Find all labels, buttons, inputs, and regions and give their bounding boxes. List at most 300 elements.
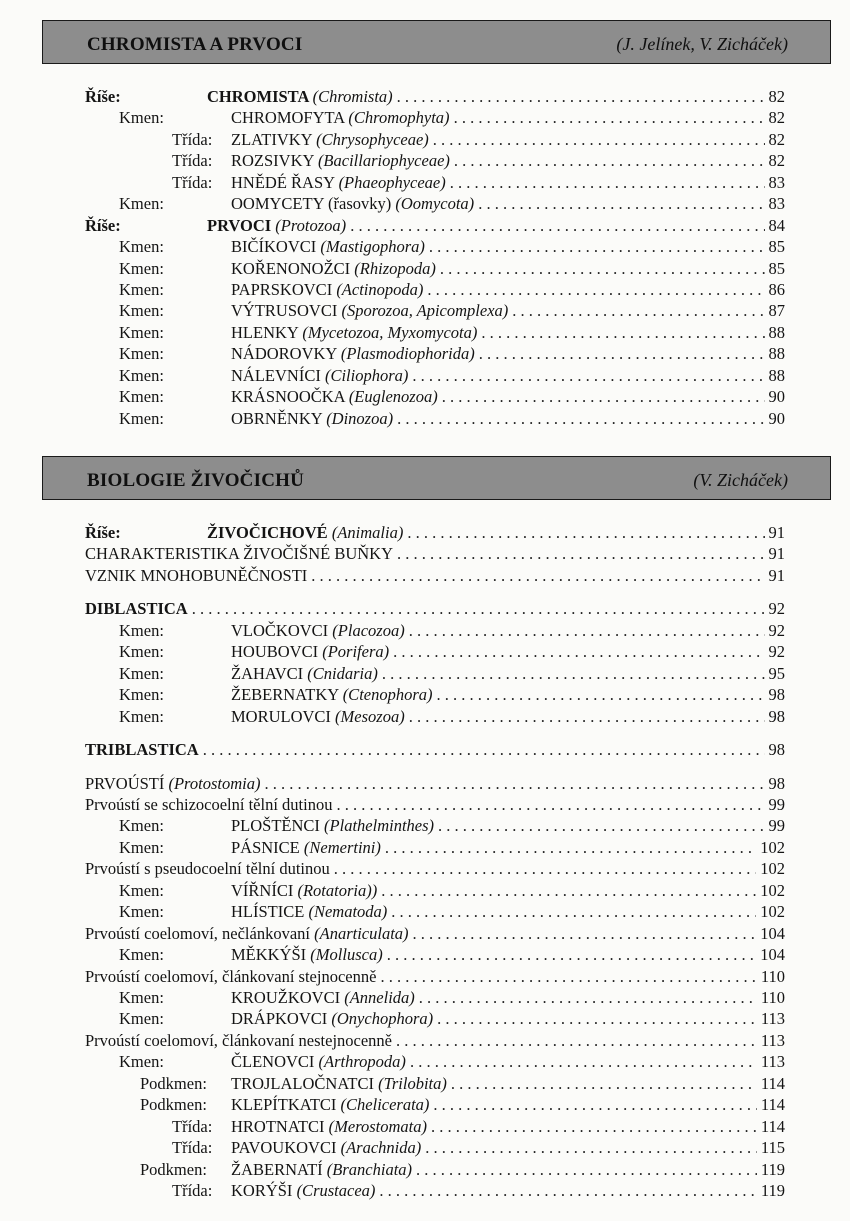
latin-name: (Cnidaria)	[307, 664, 378, 683]
latin-name: (Ctenophora)	[342, 685, 433, 704]
rank-label: Kmen:	[119, 642, 164, 661]
page-number: 98	[768, 774, 785, 793]
page-number: 82	[768, 151, 785, 170]
toc-entry[interactable]	[85, 107, 785, 128]
toc-entry[interactable]	[85, 966, 785, 987]
toc-entry[interactable]	[85, 641, 785, 662]
rank-label: Kmen:	[119, 194, 164, 213]
latin-name: (Rhizopoda)	[354, 259, 436, 278]
toc-entry[interactable]	[85, 565, 785, 586]
page-number: 85	[768, 259, 785, 278]
taxon-name: OOMYCETY (řasovky)	[231, 194, 396, 213]
leader-dots	[440, 258, 765, 279]
rank-label: Kmen:	[119, 108, 164, 127]
entry-text	[231, 815, 785, 836]
entry-text	[231, 279, 785, 300]
toc-entry[interactable]	[85, 1159, 785, 1180]
toc-entry[interactable]	[85, 858, 785, 879]
toc-entry[interactable]	[85, 794, 785, 815]
taxon-name: DIBLASTICA	[85, 599, 188, 618]
page-number: 92	[768, 599, 785, 618]
rank-label: Podkmen:	[140, 1074, 207, 1093]
entry-text	[85, 598, 785, 619]
taxon-name: HLÍSTICE	[231, 902, 309, 921]
leader-dots	[454, 107, 765, 128]
entry-text	[231, 1051, 785, 1072]
taxon-name: ČLENOVCI	[231, 1052, 319, 1071]
toc-entry[interactable]	[85, 739, 785, 760]
toc-entry[interactable]	[85, 815, 785, 836]
toc-entry[interactable]	[85, 343, 785, 364]
entry-text	[231, 258, 785, 279]
entry-text	[85, 966, 785, 987]
leader-dots	[387, 944, 757, 965]
leader-dots	[478, 193, 764, 214]
leader-dots	[396, 1030, 757, 1051]
page-number: 104	[760, 924, 785, 943]
taxon-name: NÁLEVNÍCI	[231, 366, 325, 385]
toc-entry[interactable]	[85, 620, 785, 641]
latin-name: (Bacillariophyceae)	[317, 151, 450, 170]
taxon-name: CHARAKTERISTIKA ŽIVOČIŠNÉ BUŇKY	[85, 544, 393, 563]
taxon-name: PRVOCI	[207, 216, 276, 235]
latin-name: (Mycetozoa, Myxomycota)	[302, 323, 478, 342]
page-number: 98	[768, 685, 785, 704]
rank-label: Třída:	[172, 130, 213, 149]
entry-text	[207, 522, 785, 543]
page-number: 92	[768, 642, 785, 661]
page-number: 91	[768, 544, 785, 563]
taxon-name: HOUBOVCI	[231, 642, 323, 661]
taxon-name: KORÝŠI	[231, 1181, 297, 1200]
taxon-name: VLOČKOVCI	[231, 621, 333, 640]
leader-dots	[437, 684, 765, 705]
latin-name: (Porifera)	[322, 642, 390, 661]
page-number: 98	[768, 740, 785, 759]
page-number: 82	[768, 130, 785, 149]
toc-entry[interactable]	[85, 944, 785, 965]
toc-entry[interactable]	[85, 258, 785, 279]
leader-dots	[192, 598, 765, 619]
taxon-name: ŽABERNATÍ	[231, 1160, 327, 1179]
entry-text	[85, 565, 785, 586]
toc-entry[interactable]	[85, 1137, 785, 1158]
page-number: 98	[768, 707, 785, 726]
entry-text	[231, 408, 785, 429]
leader-dots	[437, 1008, 757, 1029]
toc-entry[interactable]	[85, 901, 785, 922]
page-number: 95	[768, 664, 785, 683]
rank-label: Kmen:	[119, 664, 164, 683]
page-number: 91	[768, 523, 785, 542]
entry-text	[85, 739, 785, 760]
page-number: 119	[760, 1181, 785, 1200]
entry-text	[85, 1030, 785, 1051]
page-number: 87	[768, 301, 785, 320]
latin-name: (Actinopoda)	[336, 280, 424, 299]
toc-entry[interactable]	[85, 773, 785, 794]
latin-name: (Oomycota)	[395, 194, 475, 213]
page-number: 91	[768, 566, 785, 585]
rank-label: Kmen:	[119, 387, 164, 406]
page-number: 92	[768, 621, 785, 640]
leader-dots	[336, 794, 764, 815]
section-author: (J. Jelínek, V. Zicháček)	[616, 34, 788, 54]
entry-text	[231, 837, 785, 858]
taxon-name: HROTNATCI	[231, 1117, 329, 1136]
leader-dots	[451, 1073, 757, 1094]
latin-name: (Dinozoa)	[326, 409, 394, 428]
leader-dots	[481, 322, 764, 343]
rank-label: Kmen:	[119, 621, 164, 640]
latin-name: (Chromophyta)	[348, 108, 450, 127]
latin-name: (Anarticulata)	[314, 924, 409, 943]
latin-name: (Branchiata)	[326, 1160, 413, 1179]
section-author: (V. Zicháček)	[693, 470, 788, 490]
section-header	[42, 456, 831, 500]
rank-label: Kmen:	[119, 1009, 164, 1028]
latin-name: (Placozoa)	[332, 621, 405, 640]
rank-label: Kmen:	[119, 902, 164, 921]
taxon-name: Prvoústí coelomoví, článkovaní stejnocenně	[85, 967, 377, 986]
page-number: 114	[760, 1074, 785, 1093]
latin-name: (Nematoda)	[308, 902, 388, 921]
entry-text	[85, 858, 785, 879]
page-number: 85	[768, 237, 785, 256]
leader-dots	[397, 543, 765, 564]
entry-text	[231, 620, 785, 641]
leader-dots	[427, 279, 764, 300]
rank-label: Třída:	[172, 1117, 213, 1136]
leader-dots	[391, 901, 756, 922]
entry-text	[231, 880, 785, 901]
section-title: CHROMISTA A PRVOCI	[87, 34, 303, 55]
toc-entry[interactable]	[85, 663, 785, 684]
entry-text	[231, 987, 785, 1008]
taxon-name: Prvoústí coelomoví, článkovaní nestejnocenně	[85, 1031, 393, 1050]
taxon-name: CHROMISTA	[207, 87, 313, 106]
taxon-name: PAVOUKOVCI	[231, 1138, 341, 1157]
page-number: 83	[768, 194, 785, 213]
latin-name: (Phaeophyceae)	[338, 173, 446, 192]
page-number: 114	[760, 1095, 785, 1114]
leader-dots	[397, 408, 764, 429]
entry-text	[85, 794, 785, 815]
rank-label: Kmen:	[119, 945, 164, 964]
taxon-name: VZNIK MNOHOBUNĚČNOSTI	[85, 566, 308, 585]
leader-dots	[203, 739, 765, 760]
page-number: 90	[768, 409, 785, 428]
leader-dots	[385, 837, 756, 858]
leader-dots	[479, 343, 765, 364]
taxon-name: PRVOÚSTÍ	[85, 774, 169, 793]
page-number: 115	[760, 1138, 785, 1157]
toc-entry[interactable]	[85, 1180, 785, 1201]
leader-dots	[397, 86, 765, 107]
entry-text	[231, 150, 785, 171]
toc-entry[interactable]	[85, 1051, 785, 1072]
entry-text	[231, 322, 785, 343]
rank-label: Říše:	[85, 87, 121, 106]
taxon-name: KLEPÍTKATCI	[231, 1095, 341, 1114]
latin-name: (Onychophora)	[331, 1009, 434, 1028]
leader-dots	[431, 1116, 757, 1137]
page-number: 86	[768, 280, 785, 299]
rank-label: Třída:	[172, 173, 213, 192]
leader-dots	[429, 236, 765, 257]
latin-name: (Mesozoa)	[335, 707, 405, 726]
taxon-name: HNĚDÉ ŘASY	[231, 173, 339, 192]
page-number: 82	[768, 87, 785, 106]
taxon-name: HLENKY	[231, 323, 303, 342]
leader-dots	[334, 858, 757, 879]
taxon-name: DRÁPKOVCI	[231, 1009, 332, 1028]
entry-text	[231, 1159, 785, 1180]
rank-label: Třída:	[172, 1181, 213, 1200]
leader-dots	[450, 172, 765, 193]
rank-label: Kmen:	[119, 237, 164, 256]
leader-dots	[264, 773, 764, 794]
entry-text	[231, 944, 785, 965]
page-number: 113	[760, 1009, 785, 1028]
latin-name: (Nemertini)	[303, 838, 381, 857]
latin-name: (Plathelminthes)	[324, 816, 435, 835]
taxon-name: KOŘENONOŽCI	[231, 259, 355, 278]
leader-dots	[350, 215, 764, 236]
entry-text	[231, 343, 785, 364]
leader-dots	[512, 300, 764, 321]
page-number: 110	[760, 967, 785, 986]
toc-entry[interactable]	[85, 598, 785, 619]
page-number: 102	[760, 838, 785, 857]
rank-label: Kmen:	[119, 301, 164, 320]
latin-name: (Arthropoda)	[318, 1052, 406, 1071]
latin-name: (Rotatoria))	[297, 881, 378, 900]
rank-label: Kmen:	[119, 988, 164, 1007]
toc-entry[interactable]	[85, 300, 785, 321]
leader-dots	[425, 1137, 757, 1158]
leader-dots	[409, 706, 765, 727]
toc-entry[interactable]	[85, 193, 785, 214]
toc-entry[interactable]	[85, 987, 785, 1008]
leader-dots	[382, 663, 765, 684]
taxon-name: PÁSNICE	[231, 838, 304, 857]
toc-entry[interactable]	[85, 215, 785, 236]
toc-entry[interactable]	[85, 1116, 785, 1137]
toc-entry[interactable]	[85, 86, 785, 107]
entry-text	[231, 1094, 785, 1115]
taxon-name: ROZSIVKY	[231, 151, 318, 170]
taxon-name: MĚKKÝŠI	[231, 945, 311, 964]
taxon-name: KROUŽKOVCI	[231, 988, 345, 1007]
rank-label: Kmen:	[119, 838, 164, 857]
toc-entry[interactable]	[85, 386, 785, 407]
latin-name: (Arachnida)	[340, 1138, 422, 1157]
toc-entry[interactable]	[85, 1073, 785, 1094]
entry-text	[231, 1137, 785, 1158]
section-title: BIOLOGIE ŽIVOČICHŮ	[87, 470, 305, 491]
entry-text	[231, 107, 785, 128]
page-number: 99	[768, 816, 785, 835]
latin-name: (Mastigophora)	[320, 237, 425, 256]
leader-dots	[410, 1051, 757, 1072]
page-number: 83	[768, 173, 785, 192]
latin-name: (Chrysophyceae)	[316, 130, 429, 149]
rank-label: Kmen:	[119, 366, 164, 385]
entry-text	[231, 365, 785, 386]
taxon-name: VÝTRUSOVCI	[231, 301, 342, 320]
rank-label: Kmen:	[119, 685, 164, 704]
latin-name: (Crustacea)	[296, 1181, 376, 1200]
entry-text	[85, 543, 785, 564]
taxon-name: ŽAHAVCI	[231, 664, 308, 683]
page-number: 102	[760, 881, 785, 900]
entry-text	[207, 86, 785, 107]
taxon-name: PAPRSKOVCI	[231, 280, 337, 299]
toc-entry[interactable]	[85, 1008, 785, 1029]
toc-entry[interactable]	[85, 172, 785, 193]
latin-name: (Protostomia)	[168, 774, 261, 793]
leader-dots	[419, 987, 757, 1008]
section-header	[42, 20, 831, 64]
latin-name: (Plasmodiophorida)	[340, 344, 475, 363]
taxon-name: TRIBLASTICA	[85, 740, 199, 759]
latin-name: (Sporozoa, Apicomplexa)	[341, 301, 509, 320]
toc-entry[interactable]	[85, 684, 785, 705]
page-number: 84	[768, 216, 785, 235]
leader-dots	[311, 565, 764, 586]
entry-text	[231, 129, 785, 150]
rank-label: Kmen:	[119, 707, 164, 726]
entry-text	[231, 1180, 785, 1201]
entry-text	[85, 773, 785, 794]
toc-entry[interactable]	[85, 236, 785, 257]
leader-dots	[407, 522, 764, 543]
latin-name: (Chelicerata)	[340, 1095, 430, 1114]
taxon-name: PLOŠTĚNCI	[231, 816, 325, 835]
latin-name: (Euglenozoa)	[348, 387, 438, 406]
page-number: 102	[760, 859, 785, 878]
rank-label: Kmen:	[119, 409, 164, 428]
leader-dots	[380, 966, 756, 987]
page-number: 114	[760, 1117, 785, 1136]
rank-label: Kmen:	[119, 280, 164, 299]
latin-name: (Trilobita)	[378, 1074, 447, 1093]
toc-entry[interactable]	[85, 150, 785, 171]
toc-entry[interactable]	[85, 322, 785, 343]
latin-name: (Animalia)	[331, 523, 404, 542]
taxon-name: Prvoústí coelomoví, nečlánkovaní	[85, 924, 315, 943]
entry-text	[231, 641, 785, 662]
toc-entry[interactable]	[85, 522, 785, 543]
entry-text	[231, 193, 785, 214]
leader-dots	[433, 1094, 756, 1115]
page-number: 88	[768, 344, 785, 363]
page-number: 104	[760, 945, 785, 964]
taxon-name: MORULOVCI	[231, 707, 336, 726]
toc-entry[interactable]	[85, 880, 785, 901]
toc-entry[interactable]	[85, 706, 785, 727]
page-number: 88	[768, 366, 785, 385]
rank-label: Kmen:	[119, 881, 164, 900]
leader-dots	[412, 365, 764, 386]
rank-label: Kmen:	[119, 816, 164, 835]
taxon-name: NÁDOROVKY	[231, 344, 341, 363]
latin-name: (Chromista)	[312, 87, 393, 106]
entry-text	[231, 236, 785, 257]
leader-dots	[433, 129, 765, 150]
rank-label: Podkmen:	[140, 1160, 207, 1179]
rank-label: Kmen:	[119, 323, 164, 342]
leader-dots	[454, 150, 765, 171]
toc-entry[interactable]	[85, 1094, 785, 1115]
page-number: 99	[768, 795, 785, 814]
entry-text	[231, 300, 785, 321]
page-number: 82	[768, 108, 785, 127]
entry-text	[231, 172, 785, 193]
leader-dots	[413, 923, 757, 944]
entry-text	[231, 1073, 785, 1094]
entry-text	[85, 923, 785, 944]
entry-text	[231, 684, 785, 705]
toc-entry[interactable]	[85, 279, 785, 300]
taxon-name: VÍŘNÍCI	[231, 881, 298, 900]
entry-text	[231, 706, 785, 727]
entry-text	[231, 663, 785, 684]
page-number: 102	[760, 902, 785, 921]
toc-entry[interactable]	[85, 543, 785, 564]
taxon-name: ŽEBERNATKY	[231, 685, 343, 704]
latin-name: (Ciliophora)	[324, 366, 409, 385]
leader-dots	[381, 880, 756, 901]
taxon-name: CHROMOFYTA	[231, 108, 349, 127]
taxon-name: Prvoústí se schizocoelní tělní dutinou	[85, 795, 333, 814]
rank-label: Třída:	[172, 151, 213, 170]
toc-entry[interactable]	[85, 408, 785, 429]
taxon-name: ŽIVOČICHOVÉ	[207, 523, 332, 542]
taxon-name: KRÁSNOOČKA	[231, 387, 349, 406]
latin-name: (Annelida)	[344, 988, 415, 1007]
toc-entry[interactable]	[85, 837, 785, 858]
taxon-name: OBRNĚNKY	[231, 409, 327, 428]
page-number: 110	[760, 988, 785, 1007]
rank-label: Říše:	[85, 216, 121, 235]
entry-text	[207, 215, 785, 236]
page-number: 113	[760, 1031, 785, 1050]
latin-name: (Mollusca)	[310, 945, 383, 964]
taxon-name: Prvoústí s pseudocoelní tělní dutinou	[85, 859, 330, 878]
entry-text	[231, 901, 785, 922]
entry-text	[231, 1116, 785, 1137]
rank-label: Říše:	[85, 523, 121, 542]
taxon-name: BIČÍKOVCI	[231, 237, 321, 256]
taxon-name: TROJLALOČNATCI	[231, 1074, 379, 1093]
page-number: 113	[760, 1052, 785, 1071]
rank-label: Kmen:	[119, 344, 164, 363]
page-number: 88	[768, 323, 785, 342]
leader-dots	[438, 815, 764, 836]
toc-entry[interactable]	[85, 1030, 785, 1051]
leader-dots	[416, 1159, 757, 1180]
toc-entry[interactable]	[85, 129, 785, 150]
latin-name: (Protozoa)	[275, 216, 347, 235]
toc-entry[interactable]	[85, 923, 785, 944]
toc-entry[interactable]	[85, 365, 785, 386]
leader-dots	[409, 620, 765, 641]
rank-label: Kmen:	[119, 1052, 164, 1071]
taxon-name: ZLATIVKY	[231, 130, 317, 149]
rank-label: Podkmen:	[140, 1095, 207, 1114]
